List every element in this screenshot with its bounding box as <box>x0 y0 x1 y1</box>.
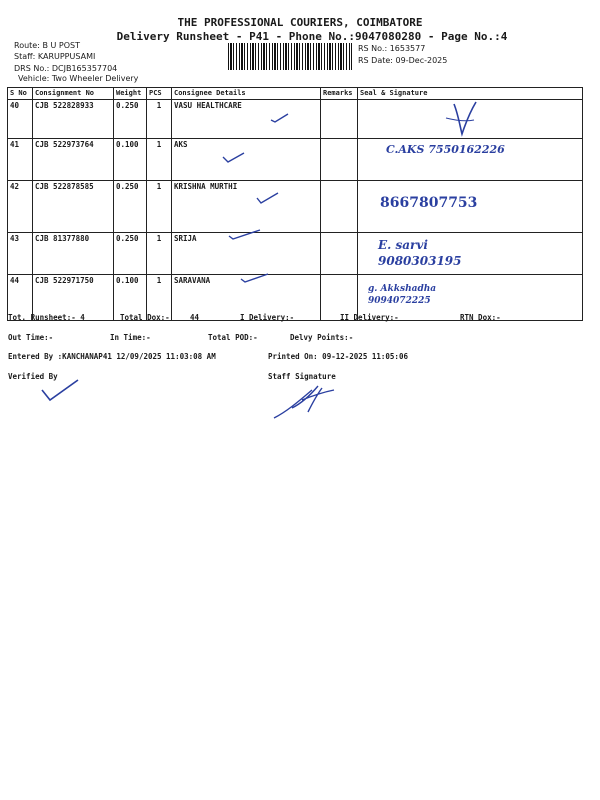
rs-number: RS No.: 1653577 <box>358 44 426 53</box>
cell-remarks <box>321 100 358 139</box>
cell-consignee: AKS <box>172 139 321 181</box>
cell-consignee: VASU HEALTHCARE <box>172 100 321 139</box>
cell-remarks <box>321 233 358 275</box>
rs-date: RS Date: 09-Dec-2025 <box>358 56 448 65</box>
entered-by: Entered By :KANCHANAP41 12/09/2025 11:03:08 AM <box>8 352 216 361</box>
cell-weight: 0.100 <box>114 275 147 321</box>
tick-icon <box>228 228 262 242</box>
cell-remarks <box>321 139 358 181</box>
cell-weight: 0.250 <box>114 181 147 233</box>
table-row <box>8 233 583 275</box>
cell-consignee: SRIJA <box>172 233 321 275</box>
cell-sno: 43 <box>8 233 33 275</box>
signature-text: 8667807753 <box>380 195 478 211</box>
drs-number: DRS No.: DCJB165357704 <box>14 64 118 73</box>
table-row <box>8 181 583 233</box>
staff-signature-scribble-icon <box>272 382 336 422</box>
cell-pcs: 1 <box>147 139 172 181</box>
signature-text: E. sarvi 9080303195 <box>378 238 462 268</box>
col-signature: Seal & Signature <box>358 88 583 100</box>
route-label: Route: B U POST <box>14 41 80 50</box>
signature-scribble-icon <box>440 100 480 140</box>
cell-consignee: SARAVANA <box>172 275 321 321</box>
cell-sno: 41 <box>8 139 33 181</box>
delvy-points: Delvy Points:- <box>290 333 354 342</box>
staff-label: Staff: KARUPPUSAMI <box>14 52 96 61</box>
runsheet-subtitle: Delivery Runsheet - P41 - Phone No.:9047080280 - Page No.:4 <box>116 30 508 43</box>
cell-pcs: 1 <box>147 181 172 233</box>
verified-by-label: Verified By <box>8 372 58 381</box>
staff-signature-label: Staff Signature <box>268 372 336 381</box>
cell-consignment: CJB 522878585 <box>33 181 114 233</box>
cell-signature <box>358 181 583 233</box>
ii-delivery: II Delivery:- <box>340 313 399 322</box>
vehicle-label: Vehicle: Two Wheeler Delivery <box>18 74 139 83</box>
col-consignment: Consignment No <box>33 88 114 100</box>
col-consignee: Consignee Details <box>172 88 321 100</box>
page-title: THE PROFESSIONAL COURIERS, COIMBATORE <box>177 16 423 29</box>
table-header-row <box>8 88 583 100</box>
cell-pcs: 1 <box>147 275 172 321</box>
rtn-dox: RTN Dox:- <box>460 313 501 322</box>
signature-text: C.AKS 7550162226 <box>386 143 505 156</box>
col-sno: S No <box>8 88 33 100</box>
total-pod: Total POD:- <box>208 333 258 342</box>
cell-sno: 42 <box>8 181 33 233</box>
cell-pcs: 1 <box>147 233 172 275</box>
total-dox-label: Total Dox:- <box>120 313 170 322</box>
tick-icon <box>270 112 290 124</box>
col-weight: Weight <box>114 88 147 100</box>
cell-weight: 0.250 <box>114 233 147 275</box>
verified-tick-icon <box>40 378 80 404</box>
signature-text: g. Akkshadha 9094072225 <box>368 284 437 306</box>
col-pcs: PCS <box>147 88 172 100</box>
in-time: In Time:- <box>110 333 151 342</box>
table-row <box>8 139 583 181</box>
cell-signature <box>358 139 583 181</box>
cell-consignment: CJB 522828933 <box>33 100 114 139</box>
total-runsheet: Tot. Runsheet:- 4 <box>8 313 85 322</box>
i-delivery: I Delivery:- <box>240 313 295 322</box>
cell-weight: 0.100 <box>114 139 147 181</box>
cell-consignee: KRISHNA MURTHI <box>172 181 321 233</box>
runsheet-table <box>7 87 583 321</box>
cell-consignment: CJB 522973764 <box>33 139 114 181</box>
tick-icon <box>222 150 246 164</box>
col-remarks: Remarks <box>321 88 358 100</box>
cell-consignment: CJB 522971750 <box>33 275 114 321</box>
table-row <box>8 100 583 139</box>
total-dox-value: 44 <box>190 313 200 322</box>
printed-on: Printed On: 09-12-2025 11:05:06 <box>268 352 408 361</box>
cell-sno: 40 <box>8 100 33 139</box>
cell-sno: 44 <box>8 275 33 321</box>
tick-icon <box>240 271 270 285</box>
cell-consignment: CJB 81377880 <box>33 233 114 275</box>
out-time: Out Time:- <box>8 333 54 342</box>
cell-pcs: 1 <box>147 100 172 139</box>
cell-signature <box>358 233 583 275</box>
tick-icon <box>256 191 280 205</box>
cell-remarks <box>321 181 358 233</box>
barcode-image <box>228 43 352 70</box>
cell-weight: 0.250 <box>114 100 147 139</box>
